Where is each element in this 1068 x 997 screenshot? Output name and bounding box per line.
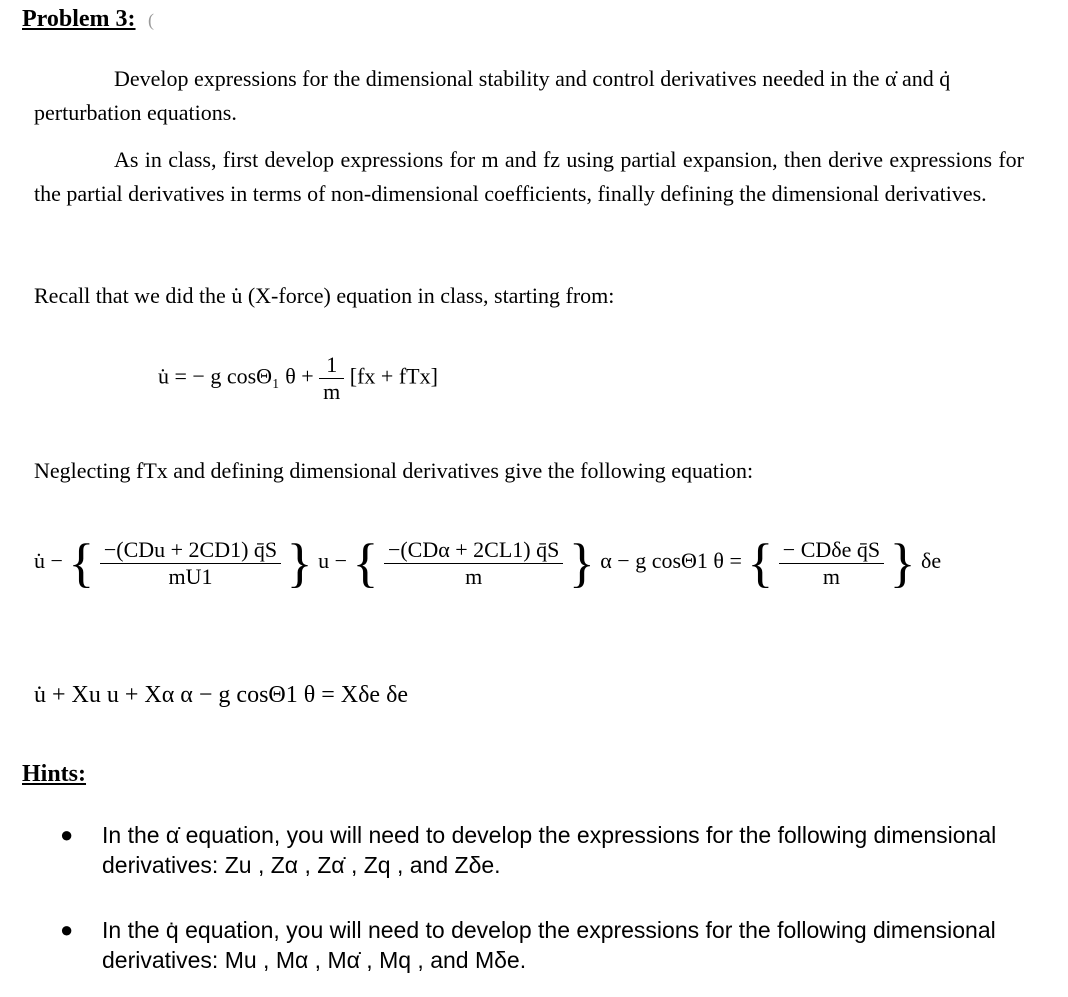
- equation-2-var-3: δe: [921, 548, 942, 574]
- equation-1: [158, 352, 438, 405]
- neglecting-text: Neglecting fTx and defining dimensional derivatives give the following equation:: [34, 458, 754, 483]
- equation-2-term-3: $\frac{\text{− CDδe q̄S}}{m}$: [779, 537, 884, 590]
- bullet-icon: ●: [60, 917, 74, 942]
- pen-mark: (: [148, 10, 154, 30]
- equation-2-term-1: $\frac{\text{−(CDu + 2CD1) q̄S}}{mU1}$: [100, 537, 281, 590]
- hint-text-1: In the α̇ equation, you will need to develop the expressions for the following dimensional derivatives: Zu , Zα , Zα̇ , Zq , and Zδe.: [102, 822, 997, 878]
- equation-2-udot: u̇ −: [34, 548, 63, 574]
- bullet-icon: ●: [60, 822, 74, 847]
- paragraph-2: As in class, first develop expressions for m and fz using partial expansion, then derive expressions for the partial derivatives in terms of non-dimensional coefficients, finally defining the dimensional derivatives.: [34, 147, 1024, 206]
- equation-3: u̇ + Xu u + Xα α − g cosΘ1 θ = Xδe δe: [34, 682, 409, 708]
- equation-1-lhs: u̇ = − g cosΘ₁ θ +: [158, 363, 314, 389]
- problem-title: Problem 3:: [22, 6, 136, 32]
- equation-2-var-1: u −: [318, 548, 348, 574]
- equation-2: u̇ − { $\frac{\text{−(CDu + 2CD1) q̄S}}{mU1}$ } u − { $\frac{\text{−(CDα + 2CL1) q̄S}}{m}$ } α − g cosΘ1 θ = { $\frac{\text{− CDδe q̄S}}{m}$ } δe: [34, 533, 942, 593]
- equation-1-bracket: [fx + fTx]: [349, 363, 438, 389]
- equation-2-var-2: α − g cosΘ1 θ =: [600, 548, 742, 574]
- paragraph-1: Develop expressions for the dimensional stability and control derivatives needed in the α̇ and q̇ perturbation equations.: [34, 66, 951, 125]
- hints-title: Hints:: [22, 761, 87, 787]
- hint-text-2: In the q̇ equation, you will need to develop the expressions for the following dimensional derivatives: Mu , Mα , Mα̇ , Mq , and Mδe.: [102, 917, 996, 973]
- recall-text: Recall that we did the u̇ (X-force) equation in class, starting from:: [34, 283, 615, 308]
- equation-1-fraction: $\frac{1}{m}$: [319, 352, 344, 405]
- equation-2-term-2: $\frac{\text{−(CDα + 2CL1) q̄S}}{m}$: [384, 537, 563, 590]
